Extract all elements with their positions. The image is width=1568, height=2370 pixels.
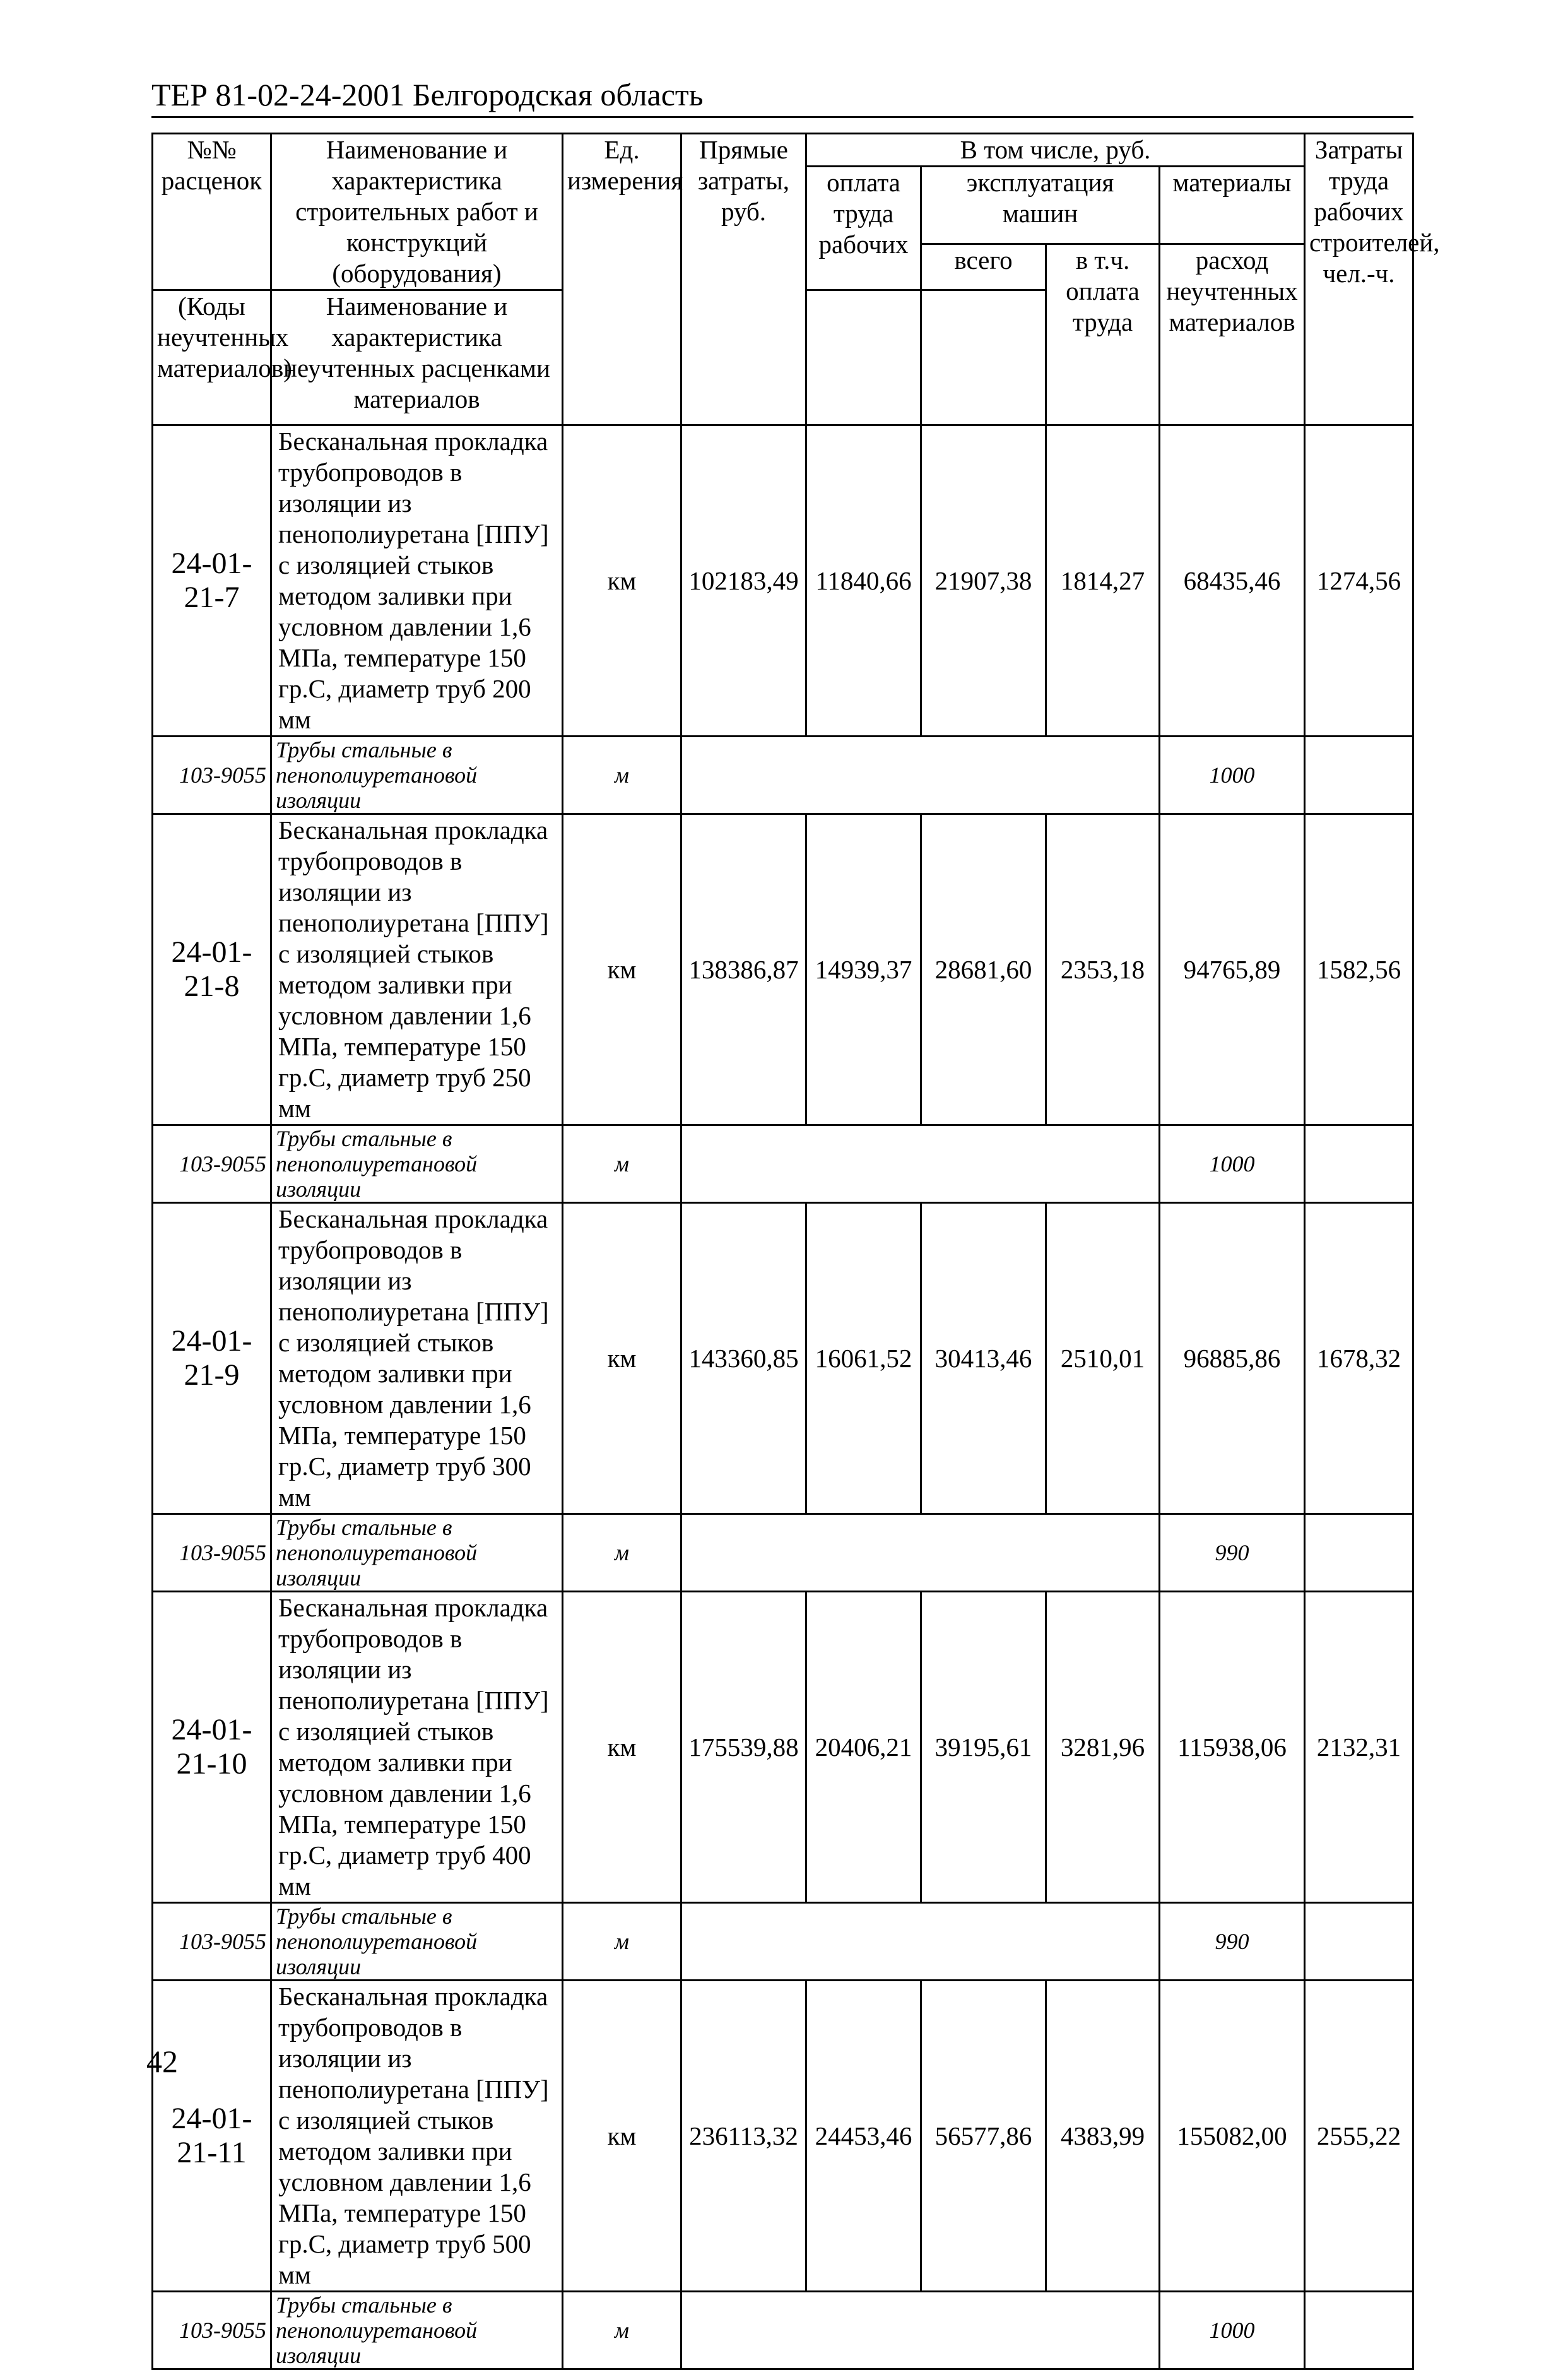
material-quantity: 1000 — [1160, 737, 1305, 814]
table-header — [153, 134, 1440, 425]
materials: 94765,89 — [1160, 814, 1305, 1125]
labor-pay: 16061,52 — [806, 1203, 921, 1514]
material-unit: м — [563, 1514, 681, 1592]
table-row — [153, 1981, 1413, 2292]
machines-labor: 2510,01 — [1046, 1203, 1160, 1514]
unit: км — [563, 814, 681, 1125]
material-empty — [681, 737, 1160, 814]
header-materials-unaccounted: расход неучтенных материалов — [1160, 244, 1305, 425]
work-name: Бесканальная прокладка трубопроводов в изоляции из пенополиуретана [ППУ] с изоляцией стыков методом заливки при условном давлении 1,6 МПа, температуре 150 гр.С, диаметр труб 400 мм — [271, 1592, 563, 1903]
labor-cost: 1678,32 — [1305, 1203, 1413, 1514]
unit: км — [563, 1592, 681, 1903]
header-including-group: В том числе, руб. — [806, 134, 1305, 167]
work-name: Бесканальная прокладка трубопроводов в изоляции из пенополиуретана [ППУ] с изоляцией стыков методом заливки при условном давлении 1,6 МПа, температуре 150 гр.С, диаметр труб 300 мм — [271, 1203, 563, 1514]
unit: км — [563, 425, 681, 737]
rate-code: 24-01-21-8 — [153, 814, 271, 1125]
material-unit: м — [563, 1903, 681, 1981]
machines-total: 39195,61 — [921, 1592, 1046, 1903]
material-labor-empty — [1305, 737, 1413, 814]
material-empty — [681, 1514, 1160, 1592]
material-quantity: 1000 — [1160, 2292, 1305, 2369]
material-quantity: 1000 — [1160, 1125, 1305, 1203]
material-unit: м — [563, 1125, 681, 1203]
labor-pay: 24453,46 — [806, 1981, 921, 2292]
header-work-name: Наименование и характеристика строительных работ и конструкций (оборудования) — [271, 134, 563, 290]
material-row — [153, 1125, 1413, 1203]
header-material-codes: (Коды неучтенных материалов) — [153, 290, 271, 425]
material-code: 103-9055 — [153, 737, 271, 814]
rates-table — [151, 133, 1440, 2370]
rate-code: 24-01-21-11 — [153, 1981, 271, 2292]
material-row — [153, 2292, 1413, 2369]
header-labor-pay-empty — [806, 290, 921, 425]
page-number: 42 — [146, 2044, 178, 2079]
header-machines-total-empty — [921, 290, 1046, 425]
machines-labor: 1814,27 — [1046, 425, 1160, 737]
machines-total: 30413,46 — [921, 1203, 1046, 1514]
work-name: Бесканальная прокладка трубопроводов в изоляции из пенополиуретана [ППУ] с изоляцией стыков методом заливки при условном давлении 1,6 МПа, температуре 150 гр.С, диаметр труб 250 мм — [271, 814, 563, 1125]
header-unit: Ед. измерения — [563, 134, 681, 425]
labor-cost: 1582,56 — [1305, 814, 1413, 1125]
table-row — [153, 1592, 1413, 1903]
header-machines: эксплуатация машин — [921, 167, 1160, 244]
page-header-title: ТЕР 81-02-24-2001 Белгородская область — [151, 77, 704, 112]
header-labor-cost: Затраты труда рабочих строителей, чел.-ч. — [1305, 134, 1413, 425]
material-unit: м — [563, 2292, 681, 2369]
unit: км — [563, 1981, 681, 2292]
materials: 96885,86 — [1160, 1203, 1305, 1514]
material-labor-empty — [1305, 1514, 1413, 1592]
direct-costs: 138386,87 — [681, 814, 806, 1125]
header-machines-total: всего — [921, 244, 1046, 290]
material-unit: м — [563, 737, 681, 814]
material-code: 103-9055 — [153, 1125, 271, 1203]
material-empty — [681, 1125, 1160, 1203]
material-row — [153, 737, 1413, 814]
materials: 155082,00 — [1160, 1981, 1305, 2292]
material-labor-empty — [1305, 1125, 1413, 1203]
header-material-name: Наименование и характеристика неучтенных расценками материалов — [271, 290, 563, 425]
labor-pay: 14939,37 — [806, 814, 921, 1125]
labor-cost: 2132,31 — [1305, 1592, 1413, 1903]
material-labor-empty — [1305, 2292, 1413, 2369]
material-name: Трубы стальные в пенополиуретановой изоляции — [271, 1125, 563, 1203]
material-code: 103-9055 — [153, 1514, 271, 1592]
work-name: Бесканальная прокладка трубопроводов в изоляции из пенополиуретана [ППУ] с изоляцией стыков методом заливки при условном давлении 1,6 МПа, температуре 150 гр.С, диаметр труб 500 мм — [271, 1981, 563, 2292]
header-direct-costs: Прямые затраты, руб. — [681, 134, 806, 425]
rate-code: 24-01-21-7 — [153, 425, 271, 737]
materials: 68435,46 — [1160, 425, 1305, 737]
header-materials: материалы — [1160, 167, 1305, 244]
header-labor-pay: оплата труда рабочих — [806, 167, 921, 290]
machines-labor: 4383,99 — [1046, 1981, 1160, 2292]
material-name: Трубы стальные в пенополиуретановой изоляции — [271, 2292, 563, 2369]
header-rate-number: №№ расценок — [153, 134, 271, 290]
unit: км — [563, 1203, 681, 1514]
material-name: Трубы стальные в пенополиуретановой изоляции — [271, 737, 563, 814]
header-rule — [151, 116, 1413, 118]
direct-costs: 236113,32 — [681, 1981, 806, 2292]
material-name: Трубы стальные в пенополиуретановой изоляции — [271, 1514, 563, 1592]
machines-labor: 2353,18 — [1046, 814, 1160, 1125]
material-quantity: 990 — [1160, 1514, 1305, 1592]
direct-costs: 175539,88 — [681, 1592, 806, 1903]
labor-cost: 1274,56 — [1305, 425, 1413, 737]
machines-total: 56577,86 — [921, 1981, 1046, 2292]
table-row — [153, 425, 1413, 737]
machines-total: 28681,60 — [921, 814, 1046, 1125]
labor-pay: 11840,66 — [806, 425, 921, 737]
table-row — [153, 814, 1413, 1125]
header-machines-labor: в т.ч. оплата труда — [1046, 244, 1160, 425]
direct-costs: 102183,49 — [681, 425, 806, 737]
direct-costs: 143360,85 — [681, 1203, 806, 1514]
machines-labor: 3281,96 — [1046, 1592, 1160, 1903]
rate-code: 24-01-21-10 — [153, 1592, 271, 1903]
material-row — [153, 1903, 1413, 1981]
material-empty — [681, 2292, 1160, 2369]
labor-cost: 2555,22 — [1305, 1981, 1413, 2292]
work-name: Бесканальная прокладка трубопроводов в изоляции из пенополиуретана [ППУ] с изоляцией стыков методом заливки при условном давлении 1,6 МПа, температуре 150 гр.С, диаметр труб 200 мм — [271, 425, 563, 737]
materials: 115938,06 — [1160, 1592, 1305, 1903]
material-quantity: 990 — [1160, 1903, 1305, 1981]
material-code: 103-9055 — [153, 2292, 271, 2369]
table-row — [153, 1203, 1413, 1514]
material-code: 103-9055 — [153, 1903, 271, 1981]
material-labor-empty — [1305, 1903, 1413, 1981]
labor-pay: 20406,21 — [806, 1592, 921, 1903]
machines-total: 21907,38 — [921, 425, 1046, 737]
rate-code: 24-01-21-9 — [153, 1203, 271, 1514]
material-name: Трубы стальные в пенополиуретановой изоляции — [271, 1903, 563, 1981]
material-row — [153, 1514, 1413, 1592]
material-empty — [681, 1903, 1160, 1981]
